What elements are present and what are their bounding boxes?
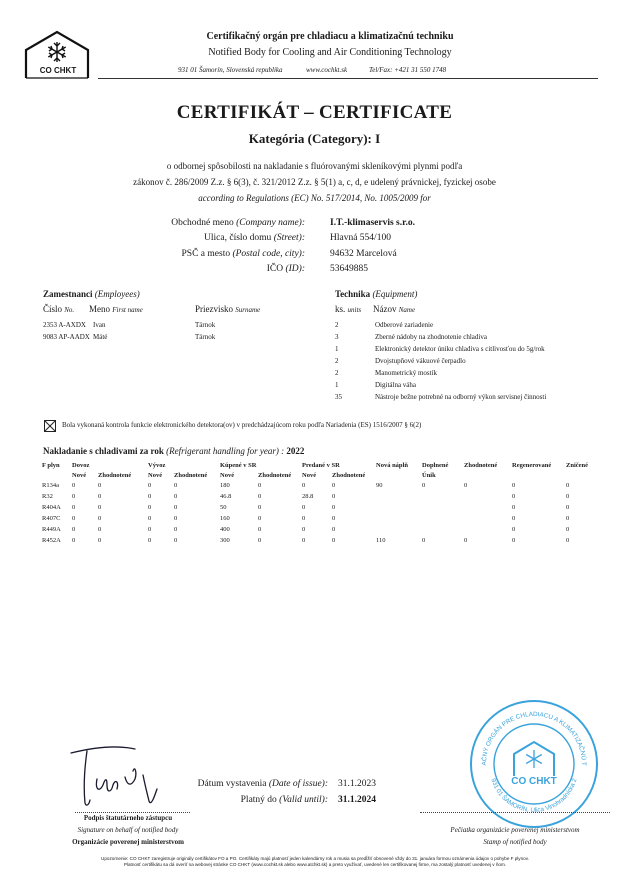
signature-line bbox=[75, 812, 190, 813]
postal-value: 94632 Marcelová bbox=[330, 249, 397, 259]
equipment-qty: 1 bbox=[335, 381, 339, 389]
logo-text: CO CHKT bbox=[39, 66, 77, 75]
table-cell: 0 bbox=[332, 515, 336, 522]
header-cell: Nová náplň bbox=[376, 462, 408, 469]
header-cell: F plyn bbox=[42, 462, 60, 469]
table-cell: 0 bbox=[258, 515, 262, 522]
table-cell: 0 bbox=[148, 537, 152, 544]
issue-date-value: 31.1.2023 bbox=[338, 779, 376, 789]
signature-org: Organizácie poverenej ministerstvom bbox=[72, 838, 184, 846]
certificate-category: Kategória (Category): I bbox=[248, 131, 381, 146]
refrigerant-name-cell: R407C bbox=[42, 515, 61, 522]
header-cell bbox=[42, 472, 72, 482]
table-cell bbox=[422, 493, 464, 504]
handwritten-signature bbox=[65, 745, 175, 815]
footer-notice bbox=[30, 856, 600, 868]
table-cell: 0 bbox=[98, 504, 102, 511]
intro-line-1: o odbornej spôsobilosti na nakladanie s fluórovanými skleníkovými plynmi podľa bbox=[166, 161, 463, 171]
table-cell: 0 bbox=[512, 526, 516, 533]
header-cell: Nové bbox=[148, 472, 163, 479]
stamp-label: Pečiatka organizácie poverenej ministerstvom bbox=[450, 826, 580, 834]
table-row bbox=[42, 526, 596, 537]
stamp-seal-icon bbox=[468, 698, 600, 830]
table-row bbox=[42, 482, 596, 493]
eq-col-qty: ks. units bbox=[335, 304, 362, 314]
refrigerant-name-cell: R404A bbox=[42, 504, 61, 511]
table-cell: 0 bbox=[566, 482, 570, 489]
employee-name: Máté bbox=[93, 333, 108, 341]
table-cell: 0 bbox=[464, 482, 468, 489]
table-cell: 0 bbox=[302, 515, 306, 522]
table-cell: 0 bbox=[566, 537, 570, 544]
table-cell: 0 bbox=[174, 526, 178, 533]
refrigerant-name-cell: R134a bbox=[42, 482, 59, 489]
refrigerant-table bbox=[42, 462, 596, 548]
signature-title-en: Signature on behalf of notified body bbox=[77, 826, 179, 834]
header-cell: Regenerované bbox=[512, 462, 552, 469]
refrigerant-name-cell: R452A bbox=[42, 537, 61, 544]
header-cell: Nové bbox=[72, 472, 87, 479]
company-name-value: I.T.-klimaservis s.r.o. bbox=[330, 218, 415, 228]
header-tel: Tel/Fax: +421 31 550 1748 bbox=[369, 66, 447, 74]
table-cell: 0 bbox=[72, 504, 76, 511]
emp-col-surname: Priezvisko Surname bbox=[195, 304, 261, 314]
checked-x-icon bbox=[45, 421, 55, 431]
table-cell: 0 bbox=[332, 493, 336, 500]
table-cell: 0 bbox=[422, 537, 426, 544]
detector-check-checkbox bbox=[44, 420, 56, 432]
detector-check-text: Bola vykonaná kontrola funkcie elektronického detektora(ov) v predchádzajúcom roku podľa Nariadenia (ES) 1516/2007 § 6(2) bbox=[62, 421, 422, 429]
stamp-label-en: Stamp of notified body bbox=[483, 838, 547, 846]
header-cell: Zničené bbox=[566, 462, 589, 469]
table-cell: 0 bbox=[174, 482, 178, 489]
table-cell: 0 bbox=[98, 493, 102, 500]
refrigerant-name-cell: R449A bbox=[42, 526, 61, 533]
employee-number: 2353 A-AXDX bbox=[43, 321, 86, 329]
table-row bbox=[42, 504, 596, 515]
notice-line-2: Platnosť certifikátu sa dá overiť na webovej stránke CO CHKT (www.cochkt.sk alebo www.atchkt.sk) a preto využívať, uvedené len certifikovanej firme, ma zostalý platnosť uvedenej v ňom. bbox=[123, 862, 507, 867]
table-cell: 300 bbox=[220, 537, 230, 544]
header-web: www.cochkt.sk bbox=[306, 66, 348, 74]
postal-label: PSČ a mesto (Postal code, city): bbox=[181, 249, 305, 259]
table-cell: 0 bbox=[566, 515, 570, 522]
table-cell: 0 bbox=[98, 482, 102, 489]
header-cell: Zhodnotené bbox=[464, 462, 498, 469]
table-cell: 28.8 bbox=[302, 493, 314, 500]
table-cell: 0 bbox=[332, 482, 336, 489]
emp-col-name: Meno First name bbox=[89, 304, 143, 314]
table-cell: 0 bbox=[422, 482, 426, 489]
header-cell: Predané v SR bbox=[302, 462, 340, 469]
table-cell: 0 bbox=[302, 504, 306, 511]
table-cell: 0 bbox=[258, 493, 262, 500]
table-cell: 0 bbox=[174, 537, 178, 544]
header-cell: Zhodnotené bbox=[98, 472, 132, 479]
table-cell: 0 bbox=[512, 482, 516, 489]
equipment-name: Dvojstupňové vákuové čerpadlo bbox=[375, 357, 466, 365]
table-cell: 0 bbox=[512, 537, 516, 544]
equipment-heading: Technika (Equipment) bbox=[335, 289, 418, 299]
stamp-line bbox=[420, 812, 610, 813]
table-cell: 0 bbox=[72, 526, 76, 533]
table-cell: 0 bbox=[98, 515, 102, 522]
table-cell: 0 bbox=[302, 537, 306, 544]
table-cell: 0 bbox=[332, 537, 336, 544]
table-cell: 0 bbox=[174, 515, 178, 522]
table-cell: 46.8 bbox=[220, 493, 232, 500]
equipment-name: Elektronický detektor úniku chladiva s citlivosťou do 5g/rok bbox=[375, 345, 545, 353]
equipment-qty: 35 bbox=[335, 393, 342, 401]
employee-name: Ivan bbox=[93, 321, 106, 329]
intro-line-2: zákonov č. 286/2009 Z.z. § 6(3), č. 321/2012 Z.z. § 5(1) a, c, d, e udelený právnickej, fyzickej osobe bbox=[133, 177, 496, 187]
ico-value: 53649885 bbox=[330, 264, 368, 274]
table-cell: 50 bbox=[220, 504, 227, 511]
header-cell: Zhodnotené bbox=[332, 472, 366, 479]
equipment-qty: 3 bbox=[335, 333, 339, 341]
table-cell: 0 bbox=[258, 482, 262, 489]
header-divider bbox=[98, 78, 598, 79]
refrigerant-heading: Nakladanie s chladivami za rok (Refrigerant handling for year) : 2022 bbox=[43, 446, 305, 456]
table-cell: 0 bbox=[258, 526, 262, 533]
table-sub-header bbox=[42, 472, 596, 482]
ico-label: IČO (ID): bbox=[266, 264, 305, 274]
certificate-title: CERTIFIKÁT – CERTIFICATE bbox=[176, 102, 453, 123]
table-cell: 0 bbox=[464, 537, 468, 544]
header-cell: Nové bbox=[302, 472, 317, 479]
table-cell: 0 bbox=[174, 493, 178, 500]
table-cell: 0 bbox=[512, 504, 516, 511]
table-cell: 400 bbox=[220, 526, 230, 533]
company-name-label: Obchodné meno (Company name): bbox=[171, 218, 305, 228]
table-cell: 0 bbox=[72, 482, 76, 489]
table-cell: 0 bbox=[174, 504, 178, 511]
equipment-qty: 2 bbox=[335, 357, 339, 365]
table-cell bbox=[464, 526, 512, 537]
table-cell: 0 bbox=[98, 537, 102, 544]
table-cell bbox=[376, 504, 422, 515]
header-cell: Dovoz bbox=[72, 462, 90, 469]
table-cell: 0 bbox=[258, 504, 262, 511]
table-cell: 0 bbox=[72, 493, 76, 500]
header-cell: Nové bbox=[220, 472, 235, 479]
equipment-qty: 2 bbox=[335, 321, 339, 329]
header-cell: Vývoz bbox=[148, 462, 166, 469]
table-cell bbox=[376, 526, 422, 537]
equipment-name: Manometrický mostík bbox=[375, 369, 438, 377]
table-cell: 0 bbox=[302, 482, 306, 489]
emp-col-number: Číslo No. bbox=[43, 304, 75, 314]
header-cell: Kúpené v SR bbox=[220, 462, 257, 469]
table-cell: 0 bbox=[148, 504, 152, 511]
signature-icon bbox=[65, 745, 175, 815]
header-cell: Zhodnotené bbox=[174, 472, 208, 479]
employee-surname: Tárnok bbox=[195, 321, 216, 329]
table-cell: 0 bbox=[148, 515, 152, 522]
table-cell: 90 bbox=[376, 482, 383, 489]
notice-line-1: Upozornenie: CO CHKT zaregistruje originály certifikátov FO a PO. Certifikáty majú platnosť jeden kalendárny rok a musia sa predĺžiť obnovené vždy do 31. januára formou oznámenia údajov o pohybe F plynov. bbox=[101, 856, 529, 861]
equipment-qty: 2 bbox=[335, 369, 339, 377]
header-cell: Zhodnotené bbox=[258, 472, 292, 479]
table-cell bbox=[422, 526, 464, 537]
table-cell bbox=[464, 515, 512, 526]
table-cell: 0 bbox=[332, 504, 336, 511]
table-cell bbox=[376, 493, 422, 504]
table-cell: 0 bbox=[512, 515, 516, 522]
eq-col-name: Názov Name bbox=[373, 304, 416, 314]
table-group-header bbox=[42, 462, 596, 472]
street-value: Hlavná 554/100 bbox=[330, 233, 391, 243]
table-cell: 0 bbox=[566, 504, 570, 511]
stamp-ring-bottom: 931 01 ŠAMORÍN, Ulica Vinohradnícka 2 bbox=[489, 777, 579, 815]
header-title-en: Notified Body for Cooling and Air Conditioning Technology bbox=[208, 47, 452, 58]
table-cell: 110 bbox=[376, 537, 386, 544]
header-cell bbox=[566, 472, 596, 482]
table-cell bbox=[422, 515, 464, 526]
table-cell: 0 bbox=[566, 526, 570, 533]
signature-title: Podpis štatutárneho zástupcu bbox=[83, 814, 173, 822]
employee-number: 9083 AP-AADX bbox=[43, 333, 90, 341]
table-cell bbox=[464, 493, 512, 504]
header-cell: Doplnené bbox=[422, 462, 449, 469]
refrigerant-name-cell: R32 bbox=[42, 493, 53, 500]
table-cell: 0 bbox=[148, 482, 152, 489]
table-cell: 0 bbox=[302, 526, 306, 533]
table-cell: 0 bbox=[148, 493, 152, 500]
valid-date-value: 31.1.2024 bbox=[338, 795, 376, 805]
stamp-center-text: CO CHKT bbox=[511, 776, 557, 787]
equipment-name: Digitálna váha bbox=[375, 381, 417, 389]
table-cell: 0 bbox=[512, 493, 516, 500]
header-cell bbox=[512, 472, 566, 482]
table-cell: 180 bbox=[220, 482, 230, 489]
table-cell: 0 bbox=[258, 537, 262, 544]
equipment-qty: 1 bbox=[335, 345, 339, 353]
street-label: Ulica, číslo domu (Street): bbox=[204, 233, 305, 243]
header-cell bbox=[376, 472, 422, 482]
table-row bbox=[42, 515, 596, 526]
employees-heading: Zamestnanci (Employees) bbox=[43, 289, 140, 299]
table-cell bbox=[464, 504, 512, 515]
stamp-ring-top: AČNÝ ORGÁN PRE CHLADIACU A KLIMATIZAČNÚ T bbox=[480, 710, 588, 766]
equipment-name: Nástroje bežne potrebné na odborný výkon servisnej činnosti bbox=[375, 393, 547, 401]
employee-surname: Tárnok bbox=[195, 333, 216, 341]
table-cell: 0 bbox=[332, 526, 336, 533]
valid-date-label: Platný do (Valid until): bbox=[240, 795, 328, 805]
header-address: 931 01 Šamorín, Slovenská republika bbox=[178, 66, 283, 74]
table-cell: 0 bbox=[148, 526, 152, 533]
issue-date-label: Dátum vystavenia (Date of issue): bbox=[197, 779, 328, 789]
table-cell: 160 bbox=[220, 515, 230, 522]
table-cell: 0 bbox=[98, 526, 102, 533]
table-cell: 0 bbox=[566, 493, 570, 500]
table-cell bbox=[376, 515, 422, 526]
official-stamp bbox=[468, 698, 600, 830]
intro-line-3: according to Regulations (EC) No. 517/2014, No. 1005/2009 for bbox=[198, 193, 431, 203]
equipment-name: Odberové zariadenie bbox=[375, 321, 434, 329]
header-cell bbox=[464, 472, 512, 482]
header-title-sk: Certifikačný orgán pre chladiacu a klimatizačnú techniku bbox=[206, 31, 454, 42]
table-cell bbox=[422, 504, 464, 515]
header-cell: Únik bbox=[422, 472, 436, 479]
table-cell: 0 bbox=[72, 515, 76, 522]
equipment-name: Zberné nádoby na zhodnotenie chladiva bbox=[375, 333, 487, 341]
table-cell: 0 bbox=[72, 537, 76, 544]
table-row bbox=[42, 537, 596, 548]
table-row bbox=[42, 493, 596, 504]
